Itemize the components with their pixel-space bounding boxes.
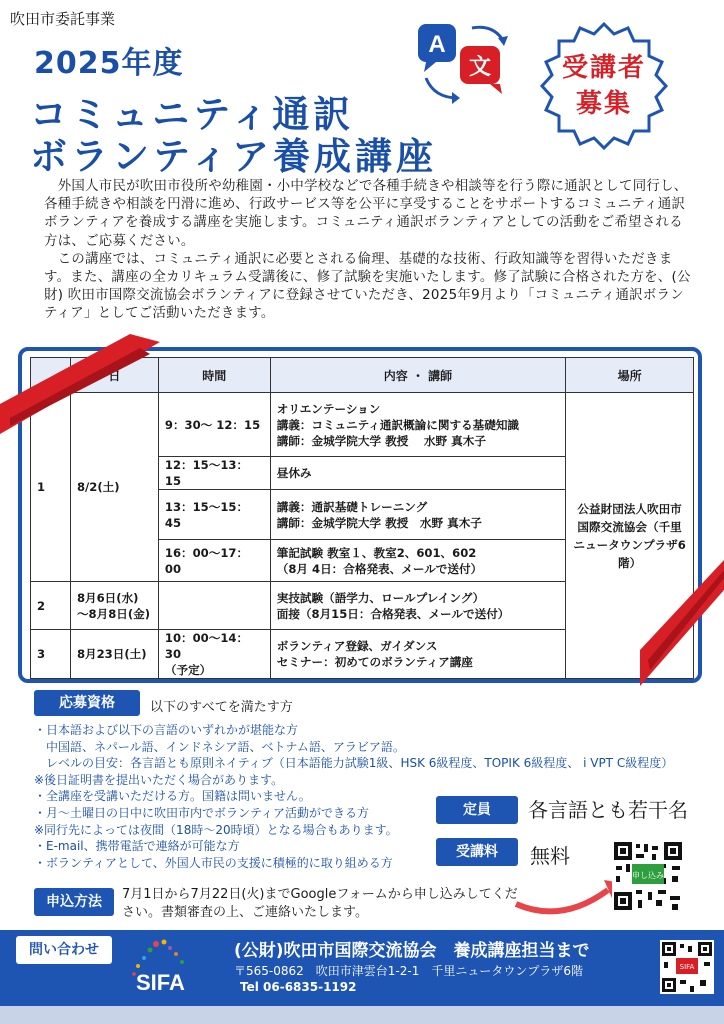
list-item: ・全講座を受講いただける方。国籍は問いません。 — [34, 789, 311, 804]
intro-paragraph-2: この講座では、コミュニティ通訳に必要とされる倫理、基礎的な技術、行政知識等を習得いただきます。また、講座の全カリキュラム受講後に、修了試験を実施いたします。修了試験に合格された方を、(公財) 吹田市国際交流協会ボランティアに登録させていただき、2025年9月より「コミュニティ通訳ボランティア」としてご活動いただきます。 — [44, 251, 691, 322]
fee-label: 受講料 — [436, 838, 518, 866]
footer-qr-caption: SIFA — [679, 963, 695, 971]
eligibility-note: 以下のすべてを満たす方 — [150, 700, 293, 715]
list-item: ・ボランティアとして、外国人市民の支援に積極的に取り組める方 — [34, 855, 393, 870]
ribbon-decoration-left — [0, 334, 160, 454]
footer-bottom-strip — [0, 1006, 724, 1024]
header-time: 時間 — [158, 358, 270, 393]
footer-qr-code[interactable] — [660, 940, 714, 994]
intro-text — [44, 178, 694, 324]
fee-value: 無料 — [530, 844, 570, 868]
list-item: ・日本語および以下の言語のいずれかが堪能な方 — [34, 723, 299, 737]
application-label: 申込方法 — [34, 888, 114, 916]
capacity-value: 各言語とも若干名 — [528, 798, 688, 822]
sponsor-label: 吹田市委託事業 — [10, 10, 116, 28]
application-text: 7月1日から7月22日(火)までGoogleフォームから申し込みしてください。書類審査の上、ご連絡いたします。 — [122, 887, 518, 920]
list-item: ・E-mail、携帯電話で連絡が可能な方 — [34, 839, 240, 854]
row-time: 9：30～ 12：15 — [158, 393, 270, 457]
footer-org-title: (公財)吹田市国際交流協会 養成講座担当まで — [234, 941, 590, 961]
row-place: 公益財団法人吹田市国際交流協会（千里ニュータウンプラザ6階） — [566, 393, 694, 679]
title-line-1: コミュニティ通訳 — [30, 93, 355, 136]
row-content: オリエンテーション 講義：コミュニティ通訳概論に関する基礎知識 講師：金城学院大学 教授 水野 真木子 — [270, 393, 565, 457]
row-date: 8月23日(土) — [70, 630, 158, 679]
year-heading: 2025年度 — [34, 46, 184, 81]
row-time: 13：15～15：45 — [158, 490, 270, 540]
list-item: 中国語、ネパール語、インドネシア語、ベトナム語、アラビア語。 — [34, 739, 405, 754]
row-num: 1 — [31, 393, 71, 582]
qr-caption: 申し込み — [632, 871, 664, 880]
intro-paragraph-1: 外国人市民が吹田市役所や幼稚園・小中学校などで各種手続きや相談等を行う際に通訳として同行し、各種手続きや相談を円滑に進め、行政サービス等を公平に享受することをサポートするコミュニティ通訳ボランティアを養成する講座を実施します。コミュニティ通訳ボランティアとしての活動をご希望される方は、ご応募ください。 — [44, 179, 688, 249]
capacity-label: 定員 — [436, 796, 518, 824]
row-content: 講義：通訳基礎トレーニング 講師：金城学院大学 教授 水野 真木子 — [270, 490, 565, 540]
footer-tel[interactable]: Tel 06-6835-1192 — [240, 980, 357, 994]
row-time: 16：00～17：00 — [158, 540, 270, 582]
row-content: 昼休み — [270, 457, 565, 490]
header-date: 日 — [70, 358, 158, 393]
list-item: レベルの目安：各言語とも原則ネイティブ（日本語能力試験1級、HSK 6級程度、TOPIK 6級程度、 i VPT C級程度） — [34, 756, 674, 771]
eligibility-label: 応募資格 — [34, 690, 140, 716]
row-content: 筆記試験 教室１、教室2、601、602 （8月 4日：合格発表、メールで送付） — [270, 540, 565, 582]
header-content: 内容 ・ 講師 — [270, 358, 565, 393]
ribbon-decoration-right — [640, 550, 724, 690]
translate-icon — [412, 18, 520, 106]
badge-text: 受講者 募集 — [561, 53, 646, 119]
row-date: 8月6日(水) ～8月8日(金) — [70, 582, 158, 630]
header-place: 場所 — [566, 358, 694, 393]
row-time: 10：00～14：30 （予定） — [158, 630, 270, 679]
row-num: 2 — [31, 582, 71, 630]
row-num: 3 — [31, 630, 71, 679]
translate-glyph-a: A — [428, 31, 446, 58]
title-line-2: ボランティア養成講座 — [30, 135, 438, 178]
list-item: ※同行先によっては夜間（18時～20時頃）となる場合もあります。 — [34, 822, 398, 837]
list-item: ・月～土曜日の日中に吹田市内でボランティア活動ができる方 — [34, 805, 370, 820]
footer-address: 〒565-0862 吹田市津雲台1-2-1 千里ニュータウンプラザ6階 — [234, 964, 583, 978]
list-item: ※後日証明書を提出いただく場合があります。 — [34, 772, 284, 787]
translate-glyph-b: 文 — [468, 55, 492, 80]
arrow-icon — [512, 860, 622, 920]
application-qr-code[interactable] — [612, 840, 684, 912]
row-content: ボランティア登録、ガイダンス セミナー：初めてのボランティア講座 — [270, 630, 565, 679]
row-time: 12：15～13：15 — [158, 457, 270, 490]
row-time — [158, 582, 270, 630]
contact-label: 問い合わせ — [16, 936, 112, 964]
row-content: 実技試験（語学力、ロールプレイング） 面接（8月15日：合格発表、メールで送付） — [270, 582, 565, 630]
row-date: 8/2(土) — [70, 393, 158, 582]
sifa-logo — [126, 936, 216, 996]
sifa-logo-text: SIFA — [136, 970, 185, 995]
